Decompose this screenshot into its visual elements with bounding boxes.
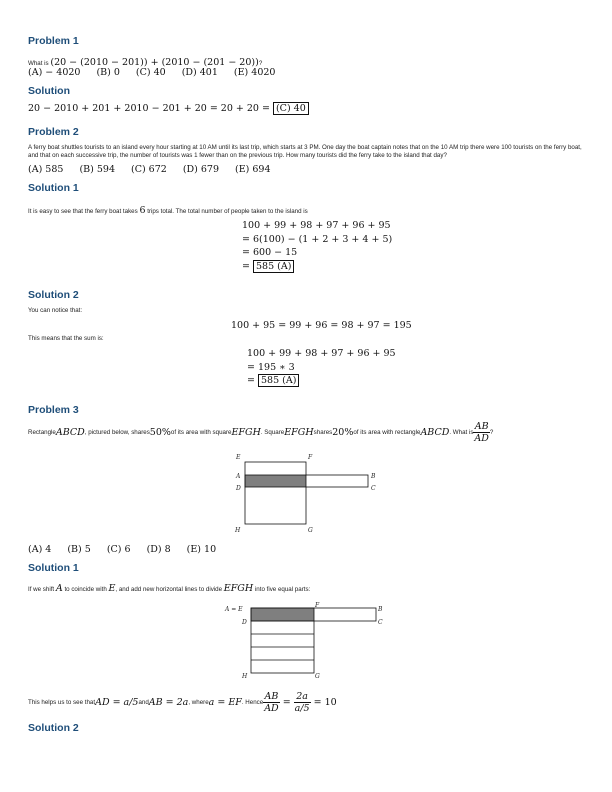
square-efgh bbox=[245, 462, 306, 524]
math-part: AD = a/5 bbox=[95, 696, 139, 708]
problem-1-question-text: What is bbox=[28, 60, 51, 67]
math-part: 6 bbox=[139, 205, 146, 216]
text-part: , and add new horizontal lines to divide bbox=[115, 586, 224, 593]
math-part: = bbox=[279, 696, 294, 708]
label-b: B bbox=[378, 606, 383, 613]
figure-rectangles-2 bbox=[220, 598, 390, 680]
choice-b: (B) 0 bbox=[96, 67, 120, 78]
choice-c: (C) 6 bbox=[106, 544, 131, 555]
choice-c: (C) 40 bbox=[135, 67, 166, 78]
text-part: shares bbox=[313, 428, 333, 436]
label-g: G bbox=[315, 673, 320, 680]
derivation-line: = 195 ∗ 3 bbox=[247, 361, 295, 373]
math-part: a = EF bbox=[208, 696, 242, 708]
problem-2-heading: Problem 2 bbox=[28, 126, 79, 138]
problem-2-solution-2-heading: Solution 2 bbox=[28, 289, 79, 301]
label-d: D bbox=[242, 619, 247, 626]
derivation-line-final: = 585 (A) bbox=[247, 374, 396, 388]
choice-a: (A) − 4020 bbox=[28, 67, 81, 78]
math-part: 50% bbox=[149, 426, 171, 438]
text-part: into five equal parts: bbox=[253, 586, 311, 593]
label-b: B bbox=[371, 473, 376, 480]
problem-2-solution-2-equation: 100 + 95 = 99 + 96 = 98 + 97 = 195 bbox=[231, 320, 412, 331]
choice-e: (E) 10 bbox=[186, 544, 217, 555]
problem-3-solution-1-heading: Solution 1 bbox=[28, 562, 79, 574]
problem-3-solution-1-text bbox=[28, 578, 310, 596]
text-part: . Hence bbox=[241, 698, 264, 706]
problem-1-choices bbox=[28, 67, 291, 78]
problem-2-question: A ferry boat shuttles tourists to an island every hour starting at 10 AM until its last trip, which starts at 3 PM. One day the boat captain notes that on the 10 AM trip there were 100 tourists on the ferry boat, and that on each successive trip, the number of tourists was 1 fewer than on the previous trip. How many tourists did the ferry take to the island that day? bbox=[28, 144, 582, 159]
label-g: G bbox=[308, 527, 313, 534]
shaded-overlap bbox=[245, 475, 306, 487]
label-h: H bbox=[242, 673, 248, 680]
choice-d: (D) 679 bbox=[182, 164, 220, 175]
problem-3-choices bbox=[28, 544, 232, 555]
choice-a: (A) 4 bbox=[28, 544, 52, 555]
text-part: , pictured below, shares bbox=[84, 428, 150, 436]
problem-1-question-end: ? bbox=[258, 60, 263, 67]
label-c: C bbox=[371, 485, 376, 492]
choice-a: (A) 585 bbox=[28, 164, 64, 175]
text-part: . Square bbox=[260, 428, 285, 436]
choice-c: (C) 672 bbox=[130, 164, 167, 175]
derivation-line-final: = 585 (A) bbox=[242, 260, 392, 274]
boxed-answer: 585 (A) bbox=[253, 260, 294, 273]
label-c: C bbox=[378, 619, 383, 626]
math-part: E bbox=[108, 583, 116, 594]
label-a-equals-e: A = E bbox=[225, 606, 243, 613]
text-part: ? bbox=[489, 428, 494, 436]
problem-1-solution-heading: Solution bbox=[28, 85, 70, 97]
problem-3-heading: Problem 3 bbox=[28, 404, 79, 416]
text-part: . What is bbox=[449, 428, 474, 436]
derivation-line: = 6(100) − (1 + 2 + 3 + 4 + 5) bbox=[242, 233, 393, 245]
label-h: H bbox=[235, 527, 241, 534]
choice-d: (D) 8 bbox=[146, 544, 171, 555]
fraction-ab-ad: $\frac{AB}{AD}$ bbox=[264, 690, 279, 714]
text-part: of its area with square bbox=[170, 428, 232, 436]
math-part: EFGH bbox=[231, 426, 261, 438]
choice-b: (B) 594 bbox=[79, 164, 115, 175]
text-part: It is easy to see that the ferry boat takes bbox=[28, 208, 140, 215]
label-a: A bbox=[236, 473, 241, 480]
problem-1-solution-math bbox=[28, 103, 309, 114]
fraction-ab-ad: $\frac{AB}{AD}$ bbox=[474, 420, 489, 444]
problem-2-solution-1-heading: Solution 1 bbox=[28, 182, 79, 194]
math-part: ABCD bbox=[420, 426, 450, 438]
solution-equation: 20 − 2010 + 201 + 2010 − 201 + 20 = 20 + 20 = bbox=[28, 103, 273, 114]
problem-1-heading: Problem 1 bbox=[28, 35, 79, 47]
math-part: = 10 bbox=[310, 696, 337, 708]
shaded-overlap bbox=[251, 608, 314, 621]
text-part: and bbox=[138, 698, 149, 706]
problem-2-solution-1-text bbox=[28, 200, 308, 218]
problem-3-question bbox=[28, 418, 493, 446]
math-part: ABCD bbox=[55, 426, 85, 438]
problem-2-solution-2-text-1: You can notice that: bbox=[28, 307, 83, 314]
figure-rectangles-1 bbox=[225, 452, 385, 534]
boxed-answer: (C) 40 bbox=[273, 102, 309, 115]
choice-e: (E) 4020 bbox=[233, 67, 276, 78]
problem-2-solution-2-text-2: This means that the sum is: bbox=[28, 335, 104, 342]
text-part: If we shift bbox=[28, 586, 56, 593]
choice-e: (E) 694 bbox=[235, 164, 271, 175]
problem-2-solution-2-derivation bbox=[247, 347, 396, 388]
derivation-line: 100 + 99 + 98 + 97 + 96 + 95 bbox=[242, 220, 391, 231]
math-part: EFGH bbox=[223, 583, 254, 594]
problem-3-solution-2-heading: Solution 2 bbox=[28, 722, 79, 734]
text-part: , where bbox=[188, 698, 209, 706]
problem-1-question-math: (20 − (2010 − 201)) + (2010 − (201 − 20)) bbox=[50, 57, 259, 68]
math-part: 20% bbox=[332, 426, 354, 438]
choice-d: (D) 401 bbox=[181, 67, 218, 78]
choice-b: (B) 5 bbox=[67, 544, 91, 555]
boxed-answer: 585 (A) bbox=[258, 374, 299, 387]
label-f: F bbox=[315, 602, 320, 609]
math-part: AB = 2a bbox=[148, 696, 189, 708]
text-part: of its area with rectangle bbox=[353, 428, 421, 436]
derivation-line: 100 + 99 + 98 + 97 + 96 + 95 bbox=[247, 348, 396, 359]
math-part: EFGH bbox=[284, 426, 314, 438]
label-d: D bbox=[236, 485, 241, 492]
label-e: E bbox=[236, 454, 241, 461]
derivation-line: = 600 − 15 bbox=[242, 247, 298, 258]
text-part: This helps us to see that bbox=[28, 698, 96, 706]
problem-2-solution-1-derivation bbox=[242, 219, 392, 273]
label-f: F bbox=[308, 454, 313, 461]
text-part: Rectangle bbox=[28, 428, 56, 436]
math-part: A bbox=[55, 583, 63, 594]
problem-3-solution-1-conclusion bbox=[28, 688, 337, 716]
text-part: trips total. The total number of people taken to the island is bbox=[145, 208, 308, 215]
problem-2-choices bbox=[28, 164, 287, 175]
fraction-2a-a5: $\frac{2a}{a/5}$ bbox=[294, 690, 310, 714]
text-part: to coincide with bbox=[62, 586, 109, 593]
